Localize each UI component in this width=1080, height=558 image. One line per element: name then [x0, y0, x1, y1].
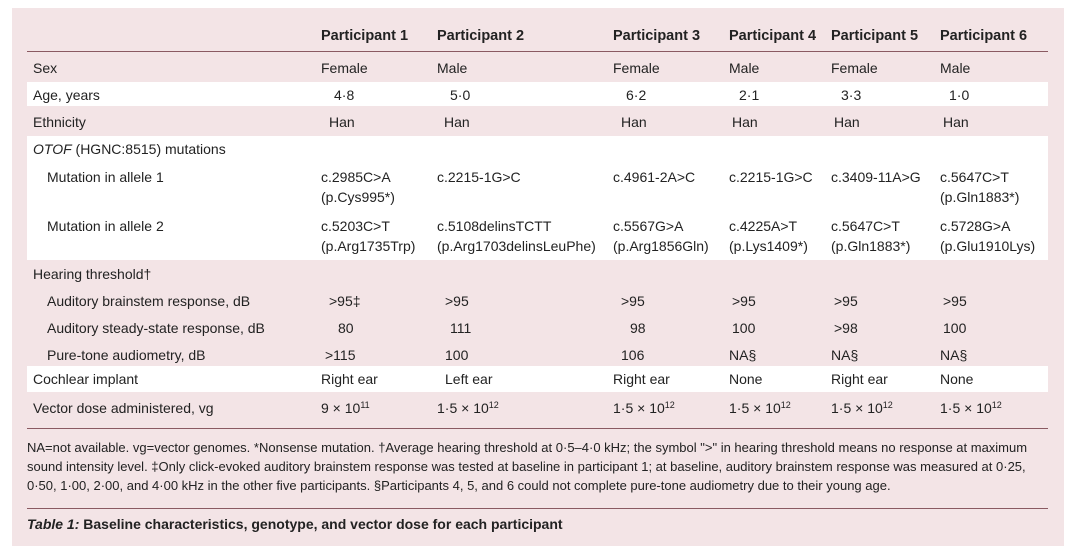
- cell: Male: [729, 60, 760, 76]
- cell: 111: [450, 320, 472, 336]
- header-participant-5: Participant 5: [831, 28, 919, 44]
- cell: 80: [338, 320, 354, 336]
- row-label-assr: Auditory steady-state response, dB: [47, 320, 265, 336]
- row-sex: [27, 58, 1048, 78]
- cell: NA§: [940, 347, 968, 363]
- dose-exponent: 12: [882, 400, 893, 410]
- cell: Right ear: [321, 371, 378, 387]
- cell: [940, 216, 1035, 256]
- table-header: [27, 26, 1048, 50]
- dose-base: 1·5 × 10: [940, 400, 992, 416]
- dose-base: 1·5 × 10: [831, 400, 883, 416]
- cell-line: c.4225A>T: [729, 218, 798, 234]
- cell-line: (p.Glu1910Lys): [940, 238, 1036, 254]
- cell-line: (p.Cys995*): [321, 189, 395, 205]
- row-ethnicity: [27, 112, 1048, 132]
- header-participant-1: Participant 1: [321, 28, 409, 44]
- row-hearing-block: [27, 264, 1048, 368]
- cell: Right ear: [831, 371, 888, 387]
- cell: Han: [732, 114, 758, 130]
- dose-exponent: 12: [488, 400, 499, 410]
- row-vector-dose: [27, 398, 1048, 420]
- cell: [437, 398, 499, 420]
- cell: Han: [834, 114, 860, 130]
- cell-line: (p.Arg1735Trp): [321, 238, 416, 254]
- row-label-pta: Pure-tone audiometry, dB: [47, 347, 206, 363]
- dose-base: 1·5 × 10: [729, 400, 781, 416]
- cell-line: (p.Gln1883*): [940, 189, 1020, 205]
- cell: c.2215-1G>C: [729, 169, 813, 185]
- cell: Male: [940, 60, 971, 76]
- row-label: Vector dose administered, vg: [33, 400, 214, 416]
- header-participant-3: Participant 3: [613, 28, 701, 44]
- cell: c.3409-11A>G: [831, 169, 921, 185]
- cell: >95‡: [329, 293, 361, 309]
- cell: 2·1: [739, 87, 760, 103]
- cell: Han: [444, 114, 470, 130]
- cell: None: [729, 371, 763, 387]
- row-label-abr: Auditory brainstem response, dB: [47, 293, 251, 309]
- cell: 98: [630, 320, 646, 336]
- gene-suffix: (HGNC:8515) mutations: [71, 141, 226, 157]
- cell: >98: [834, 320, 858, 336]
- cell: Han: [329, 114, 355, 130]
- cell: [613, 216, 709, 256]
- row-label: Cochlear implant: [33, 371, 139, 387]
- caption-text: Baseline characteristics, genotype, and vector dose for each participant: [79, 516, 563, 532]
- header-participant-4: Participant 4: [729, 28, 817, 44]
- cell: 1·0: [949, 87, 970, 103]
- caption-rule: [27, 508, 1048, 509]
- table-bottom-rule: [27, 428, 1048, 429]
- footnote: NA=not available. vg=vector genomes. *Nonsense mutation. †Average hearing threshold at 0·5–4·0 kHz; the symbol ">" in hearing threshold means no response at maximum sound intensity level. ‡Only click-evoked auditory brainstem response was tested at baseline in participant 1; at baseline, auditory brainstem response was measured at 0·25, 0·50, 1·00, 2·00, and 4·00 kHz in the other five participants. §Participants 4, 5, and 6 could not complete pure-tone audiometry due to their young age.: [27, 440, 1028, 493]
- caption-label: Table 1:: [27, 516, 80, 532]
- cell: >95: [732, 293, 756, 309]
- cell: 100: [732, 320, 756, 336]
- cell: >95: [834, 293, 858, 309]
- cell: Han: [943, 114, 969, 130]
- row-label-otof: [33, 139, 226, 159]
- cell: 106: [621, 347, 645, 363]
- row-label-allele-2: Mutation in allele 2: [47, 218, 164, 234]
- header-rule: [27, 51, 1048, 52]
- cell: 100: [445, 347, 469, 363]
- cell: [729, 398, 791, 420]
- cell: 5·0: [450, 87, 471, 103]
- cell: [437, 216, 596, 256]
- row-label-hearing: Hearing threshold†: [33, 266, 152, 282]
- cell: c.2215-1G>C: [437, 169, 521, 185]
- cell: Female: [831, 60, 878, 76]
- row-label: Ethnicity: [33, 114, 86, 130]
- dose-exponent: 11: [360, 400, 370, 410]
- row-otof-block: [27, 136, 1048, 260]
- cell: [940, 398, 1002, 420]
- cell: c.4961-2A>C: [613, 169, 696, 185]
- cell: Female: [613, 60, 660, 76]
- row-age: [27, 82, 1048, 106]
- row-label: Age, years: [33, 87, 100, 103]
- cell: [831, 398, 893, 420]
- cell: NA§: [729, 347, 757, 363]
- cell-line: (p.Arg1703delinsLeuPhe): [437, 238, 596, 254]
- row-cochlear-implant: [27, 366, 1048, 392]
- row-label-allele-1: Mutation in allele 1: [47, 169, 164, 185]
- cell: [321, 398, 370, 420]
- cell: None: [940, 371, 974, 387]
- cell-line: c.5647C>T: [831, 218, 900, 234]
- cell: 100: [943, 320, 967, 336]
- header-participant-6: Participant 6: [940, 28, 1028, 44]
- cell: 3·3: [841, 87, 862, 103]
- table-caption: [27, 516, 1048, 532]
- cell: [831, 216, 910, 256]
- cell: >95: [621, 293, 645, 309]
- dose-exponent: 12: [664, 400, 675, 410]
- row-label: Sex: [33, 60, 58, 76]
- cell: Female: [321, 60, 368, 76]
- cell: 4·8: [334, 87, 355, 103]
- cell-line: c.5567G>A: [613, 218, 684, 234]
- cell: [613, 398, 675, 420]
- dose-exponent: 12: [780, 400, 791, 410]
- cell: [321, 167, 395, 207]
- dose-exponent: 12: [991, 400, 1002, 410]
- cell: [729, 216, 808, 256]
- cell: Left ear: [445, 371, 493, 387]
- cell-line: (p.Lys1409*): [729, 238, 808, 254]
- cell: 6·2: [626, 87, 647, 103]
- cell: [940, 167, 1019, 207]
- cell-line: (p.Arg1856Gln): [613, 238, 709, 254]
- cell: Han: [621, 114, 647, 130]
- cell: Right ear: [613, 371, 670, 387]
- dose-base: 1·5 × 10: [437, 400, 489, 416]
- cell-line: c.5108delinsTCTT: [437, 218, 552, 234]
- cell: Male: [437, 60, 468, 76]
- cell: [321, 216, 415, 256]
- cell: >115: [325, 347, 356, 363]
- cell: >95: [445, 293, 469, 309]
- dose-base: 1·5 × 10: [613, 400, 665, 416]
- cell-line: c.5647C>T: [940, 169, 1009, 185]
- table-panel: [12, 8, 1064, 546]
- cell-line: (p.Gln1883*): [831, 238, 911, 254]
- cell: >95: [943, 293, 967, 309]
- dose-base: 9 × 10: [321, 400, 361, 416]
- cell-line: c.5728G>A: [940, 218, 1011, 234]
- cell-line: c.5203C>T: [321, 218, 390, 234]
- gene-name: OTOF: [33, 141, 72, 157]
- header-participant-2: Participant 2: [437, 28, 525, 44]
- cell-line: c.2985C>A: [321, 169, 391, 185]
- cell: NA§: [831, 347, 859, 363]
